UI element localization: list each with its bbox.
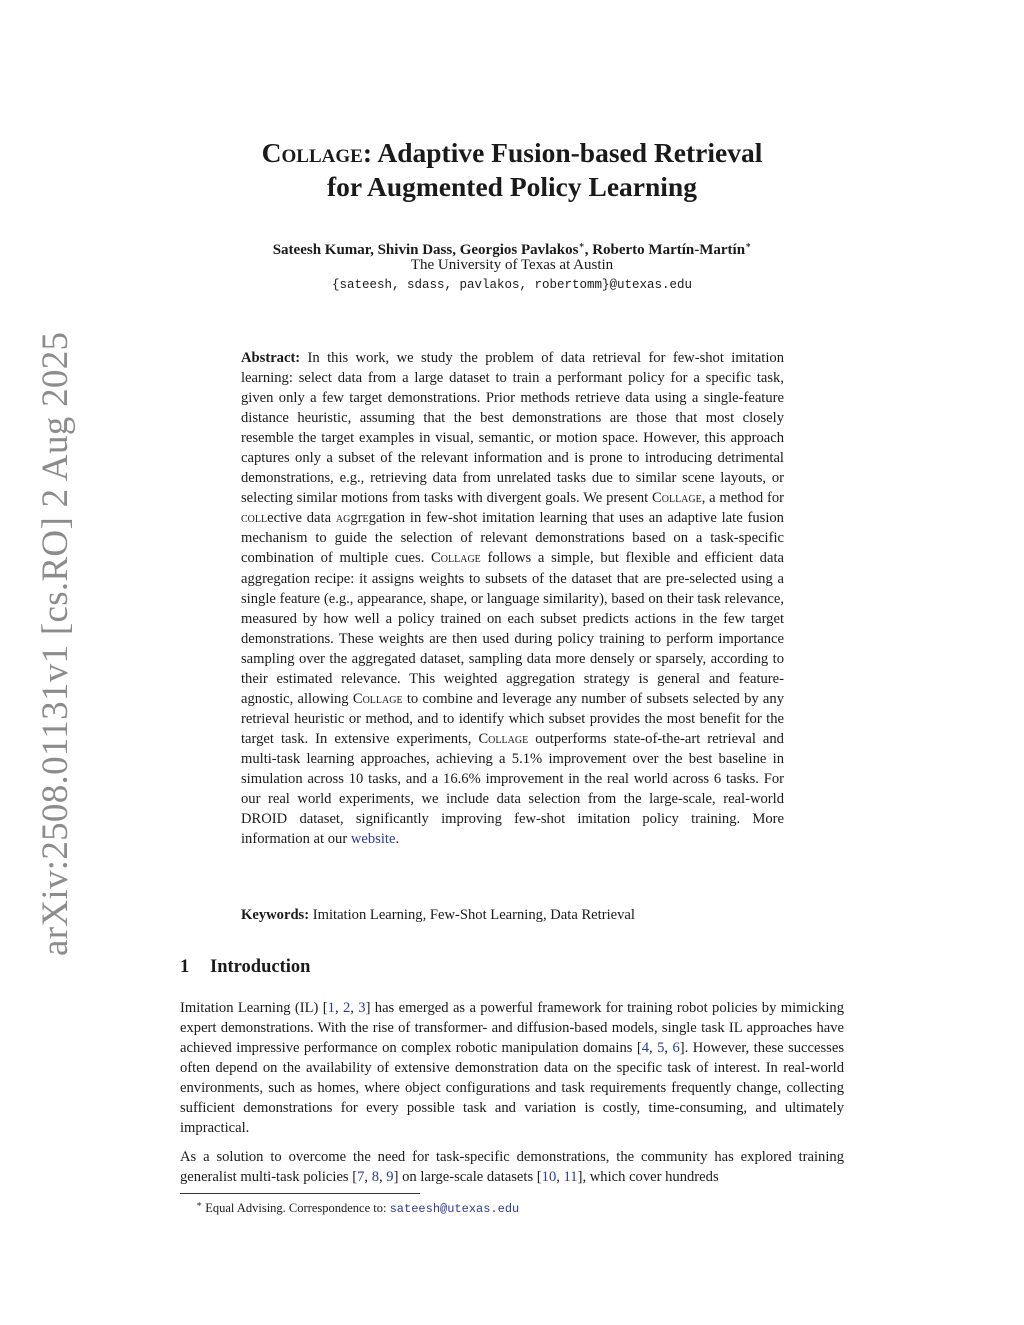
equal-advising-mark: ∗ (745, 240, 752, 250)
title-line2: for Augmented Policy Learning (327, 171, 697, 202)
paragraph-text: ] on large-scale datasets [ (393, 1169, 542, 1186)
method-name: Collage (352, 690, 403, 707)
section-number: 1 (180, 957, 190, 977)
paragraph-text: ] has emerged as a powerful framework for training robot policies by mimicking expert demonstrations. With the rise of transformer- and diffusion-based models, single task IL approaches have achieved impressive performance on complex robotic manipulation domains [ (180, 1000, 845, 1057)
footnote-rule (180, 1193, 420, 1194)
citation-link[interactable]: 4 (641, 1040, 650, 1057)
intro-paragraph-2 (180, 1147, 844, 1187)
citation-link[interactable]: 3 (358, 1000, 366, 1016)
paragraph-text: , (364, 1169, 372, 1186)
paper-title (180, 136, 844, 204)
keywords (241, 905, 784, 925)
paragraph-text: , (334, 1000, 343, 1016)
section-title: Introduction (210, 957, 311, 977)
citation-link[interactable]: 5 (657, 1040, 665, 1057)
citation-link[interactable]: 9 (386, 1169, 394, 1186)
abstract-label: Abstract: (241, 350, 301, 366)
abstract-text: gation in few-shot imitation learning that uses an adaptive late fusion mechanism to guide the selection of relevant demonstrations based on a task-specific combination of multiple cues. (241, 510, 784, 567)
paragraph-text: , (556, 1169, 564, 1186)
citation-link[interactable]: 6 (672, 1040, 680, 1057)
intro-paragraph-1 (180, 998, 844, 1138)
citation-link[interactable]: 2 (342, 1000, 351, 1016)
method-name: Collage (431, 550, 481, 567)
website-link[interactable]: website (350, 831, 396, 848)
paragraph-text: , (664, 1040, 673, 1057)
author-emails: {sateesh, sdass, pavlakos, robertomm}@utexas.edu (331, 278, 693, 292)
citation-link[interactable]: 8 (371, 1169, 379, 1186)
footnote (196, 1196, 519, 1218)
citation-link[interactable]: 10 (541, 1169, 557, 1186)
citation-link[interactable]: 11 (563, 1169, 578, 1186)
abstract (241, 348, 784, 849)
footnote-mark: ∗ (196, 1199, 203, 1209)
method-name: Collage (652, 490, 702, 507)
abstract-text: to combine and leverage any number of subsets selected by any retrieval heuristic or method, and to identify which subset provides the most benefit for the target task. In extensive experiments, (241, 690, 784, 747)
equal-advising-mark: ∗ (578, 240, 585, 250)
paragraph-text: ]. However, these successes often depend on the availability of extensive demonstration data on the specific task of interest. In real-world environments, such as homes, where object configurations and task requirements frequently change, collecting sufficient demonstrations for every possible task and variation is costly, time-consuming, and ultimately impractical. (180, 1040, 845, 1137)
abstract-text: ective data (267, 510, 336, 527)
title-line1: : Adaptive Fusion-based Retrieval (362, 137, 763, 168)
keywords-text: Imitation Learning, Few-Shot Learning, Data Retrieval (309, 907, 635, 923)
title-method-name: Collage (261, 137, 363, 168)
method-name: Collage (478, 730, 529, 747)
abstract-text: follows a simple, but flexible and efficient data aggregation recipe: it assigns weights to subsets of the dataset that are pre-selected using a single feature (e.g., appearance, shape, or language similarity), based on their task relevance, measured by how well a policy trained on each subset predicts actions in the few target demonstrations. These weights are then used during policy training to perform importance sampling over the aggregated dataset, sampling data more densely or sparsely, according to their estimated relevance. This weighted aggregation strategy is general and feature-agnostic, allowing (241, 550, 784, 707)
author-names: Sateesh Kumar, Shivin Dass, Georgios Pavlakos (272, 242, 579, 258)
citation-link[interactable]: 1 (327, 1000, 335, 1016)
abstract-text: outperforms state-of-the-art retrieval and multi-task learning approaches, achieving a 5.1% improvement over the best baseline in simulation across 10 tasks, and a 16.6% improvement in the real world across 6 tasks. For our real world experiments, we include data selection from the large-scale, real-world DROID dataset, significantly improving few-shot imitation policy training. More information at our (241, 730, 784, 848)
author-last: , Roberto Martín-Martín (584, 242, 746, 258)
acronym-part: ag (335, 510, 351, 527)
keywords-label: Keywords: (241, 907, 310, 923)
correspondence-email-link[interactable]: sateesh@utexas.edu (389, 1202, 520, 1217)
paragraph-text: As a solution to overcome the need for task-specific demonstrations, the community has explored training generalist multi-task policies [ (180, 1149, 844, 1186)
abstract-text: gr (350, 510, 363, 527)
acronym-part: coll (241, 510, 268, 527)
citation-link[interactable]: 7 (357, 1169, 365, 1186)
affiliation: The University of Texas at Austin (410, 257, 614, 273)
paragraph-text: ], which cover hundreds (577, 1169, 719, 1186)
paragraph-text: , (649, 1040, 658, 1057)
abstract-text: , a method for (701, 490, 784, 507)
paragraph-text: , (350, 1000, 359, 1016)
paragraph-text: Imitation Learning (IL) [ (180, 1000, 328, 1016)
abstract-text: . (395, 831, 400, 848)
arxiv-identifier: arXiv:2508.01131v1 [cs.RO] 2 Aug 2025 (35, 331, 76, 956)
paragraph-text: , (379, 1169, 387, 1186)
abstract-text: In this work, we study the problem of data retrieval for few-shot imitation learning: select data from a large dataset to train a performant policy for a specific task, given only a few target demonstrations. Prior methods retrieve data using a single-feature distance heuristic, assuming that the best demonstrations are those that most closely resemble the target examples in visual, semantic, or motion space. However, this approach captures only a subset of the relevant information and is prone to introducing detrimental demonstrations, e.g., retrieving data from unrelated tasks due to similar scene layouts, or selecting similar motions from tasks with divergent goals. We present (241, 350, 784, 507)
acronym-part: e (362, 510, 369, 527)
footnote-text: Equal Advising. Correspondence to: (202, 1201, 390, 1216)
section-heading (180, 955, 310, 979)
